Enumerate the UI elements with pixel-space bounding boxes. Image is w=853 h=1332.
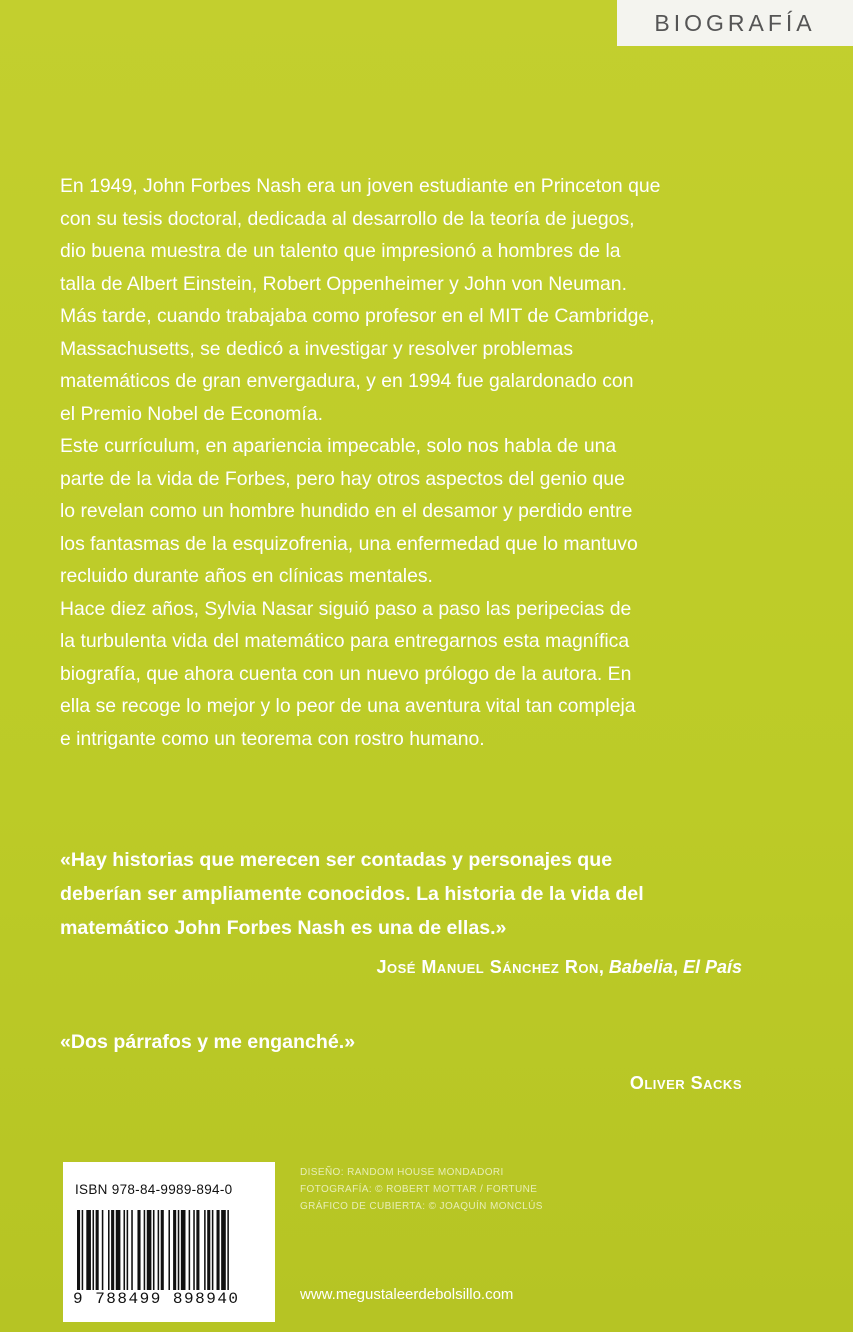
design-credits xyxy=(300,1164,543,1215)
synopsis-line: talla de Albert Einstein, Robert Oppenheimer y John von Neuman. xyxy=(60,272,627,295)
publication-name: El País xyxy=(682,957,742,977)
barcode-stripe xyxy=(82,1210,84,1290)
synopsis-line: dio buena muestra de un talento que impresionó a hombres de la xyxy=(60,240,621,262)
synopsis-line: En 1949, John Forbes Nash era un joven estudiante en Princeton que xyxy=(60,175,661,197)
synopsis-line: Este currículum, en apariencia impecable, solo nos habla de una xyxy=(60,435,617,457)
barcode-stripe xyxy=(161,1210,164,1290)
barcode-stripe xyxy=(96,1210,99,1290)
barcode-stripe xyxy=(204,1210,206,1290)
synopsis-line: Massachusetts, se dedicó a investigar y resolver problemas xyxy=(60,337,574,360)
barcode-stripe xyxy=(158,1210,160,1290)
synopsis-line: biografía, que ahora cuenta con un nuevo prólogo de la autora. En xyxy=(60,662,632,685)
barcode-stripe xyxy=(189,1210,191,1290)
synopsis-line: recluido durante años en clínicas mentales. xyxy=(60,565,433,587)
review-attribution-2: Oliver Sacks xyxy=(629,1073,742,1093)
barcode-stripe xyxy=(111,1210,114,1290)
synopsis xyxy=(60,170,760,755)
barcode-stripe xyxy=(108,1210,110,1290)
barcode-stripe xyxy=(77,1210,80,1290)
synopsis-line: Más tarde, cuando trabajaba como profesor en el MIT de Cambridge, xyxy=(60,305,655,327)
genre-tag: BIOGRAFÍA xyxy=(617,0,853,46)
barcode-stripe xyxy=(217,1210,220,1290)
synopsis-line: lo revelan como un hombre hundido en el desamor y perdido entre xyxy=(60,500,633,522)
synopsis-line: el Premio Nobel de Economía. xyxy=(60,402,323,425)
barcode-stripe xyxy=(227,1210,229,1290)
separator: , xyxy=(598,957,609,977)
credit-line: FOTOGRAFÍA: © ROBERT MOTTAR / FORTUNE xyxy=(300,1184,538,1195)
barcode-stripe xyxy=(127,1210,129,1290)
synopsis-line: e intrigante como un teorema con rostro humano. xyxy=(60,727,485,750)
barcode-bars xyxy=(77,1210,261,1290)
barcode-digits: 9 788499 898940 xyxy=(73,1290,240,1308)
barcode-stripe xyxy=(86,1210,91,1290)
publisher-website: www.megustaleerdebolsillo.com xyxy=(300,1286,514,1303)
barcode-stripe xyxy=(193,1210,195,1290)
barcode-stripe xyxy=(173,1210,176,1290)
synopsis-line: matemáticos de gran envergadura, y en 1994 fue galardonado con xyxy=(60,370,634,392)
quote-line: deberían ser ampliamente conocidos. La historia de la vida del xyxy=(60,883,644,905)
synopsis-line: Hace diez años, Sylvia Nasar siguió paso a paso las peripecias de xyxy=(60,597,632,620)
review-quote-1 xyxy=(60,843,760,945)
synopsis-line: ella se recoge lo mejor y lo peor de una aventura vital tan compleja xyxy=(60,695,636,717)
barcode-stripe xyxy=(102,1210,104,1290)
separator: , xyxy=(672,957,683,977)
synopsis-line: los fantasmas de la esquizofrenia, una enfermedad que lo mantuvo xyxy=(60,532,638,555)
barcode-stripe xyxy=(196,1210,199,1290)
credit-line: GRÁFICO DE CUBIERTA: © JOAQUÍN MONCLÚS xyxy=(300,1201,543,1212)
barcode-stripe xyxy=(116,1210,121,1290)
barcode-stripe xyxy=(181,1210,186,1290)
quote-line: matemático John Forbes Nash es una de ellas.» xyxy=(60,917,507,939)
review-quote-2: «Dos párrafos y me enganché.» xyxy=(60,1031,356,1053)
barcode-stripe xyxy=(137,1210,140,1290)
barcode-stripe xyxy=(144,1210,146,1290)
barcode-stripe xyxy=(124,1210,126,1290)
isbn-text: ISBN 978-84-9989-894-0 xyxy=(75,1182,233,1197)
barcode-stripe xyxy=(221,1210,226,1290)
barcode-stripe xyxy=(93,1210,95,1290)
credit-line: DISEÑO: RANDOM HOUSE MONDADORI xyxy=(300,1167,504,1178)
barcode-stripe xyxy=(147,1210,152,1290)
publication-name: Babelia xyxy=(608,957,673,977)
synopsis-line: parte de la vida de Forbes, pero hay otros aspectos del genio que xyxy=(60,467,625,490)
barcode-stripe xyxy=(153,1210,155,1290)
barcode-stripe xyxy=(178,1210,180,1290)
reviewer-name: José Manuel Sánchez Ron xyxy=(376,957,599,977)
review-attribution-1 xyxy=(376,957,742,978)
synopsis-line: la turbulenta vida del matemático para entregarnos esta magnífica xyxy=(60,630,630,652)
barcode-stripe xyxy=(212,1210,214,1290)
quote-line: «Hay historias que merecen ser contadas y personajes que xyxy=(60,849,613,871)
barcode-panel xyxy=(63,1162,275,1322)
barcode-stripe xyxy=(168,1210,170,1290)
barcode-stripe xyxy=(207,1210,210,1290)
synopsis-line: con su tesis doctoral, dedicada al desarrollo de la teoría de juegos, xyxy=(60,207,635,230)
barcode-stripe xyxy=(131,1210,133,1290)
